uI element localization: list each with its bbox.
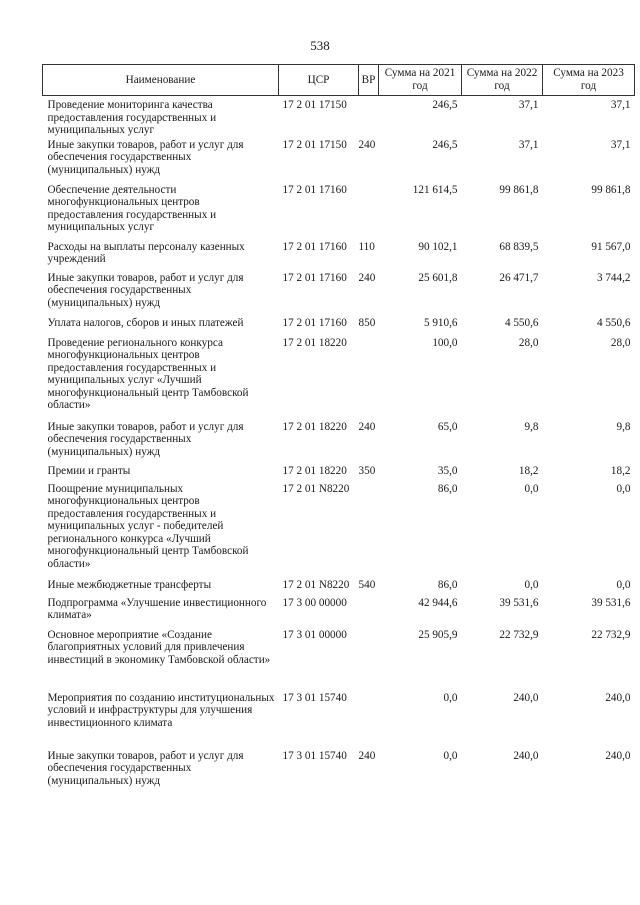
row-vr: 240 (358, 138, 376, 151)
row-csr: 17 2 01 17160 (282, 183, 347, 196)
table-row (43, 692, 635, 750)
row-vr (359, 337, 379, 421)
table-row (43, 597, 635, 629)
header-sum-2023: Сумма на 2023 год (543, 65, 635, 96)
row-sum-2021: 65,0 (437, 420, 458, 433)
table-row (43, 241, 635, 272)
row-name: Проведение регионального конкурса многофункциональных центров предоставления государственных и муниципальных услуг «Лучший многофункциональный центр Тамбовской области» (47, 336, 249, 412)
row-csr: 17 2 01 18220 (282, 464, 347, 477)
table-row (43, 317, 635, 337)
row-sum-2021: 42 944,6 (418, 596, 458, 609)
row-sum-2021: 90 102,1 (418, 240, 458, 253)
row-vr (359, 597, 379, 629)
row-sum-2021: 35,0 (437, 464, 458, 477)
row-sum-2023: 39 531,6 (591, 596, 631, 609)
table-row (43, 629, 635, 692)
table-row (43, 272, 635, 317)
row-sum-2023: 3 744,2 (596, 271, 631, 284)
table-row (43, 139, 635, 184)
row-sum-2023: 28,0 (610, 336, 631, 349)
row-sum-2022: 240,0 (513, 691, 539, 704)
row-csr: 17 2 01 17160 (282, 316, 347, 329)
row-sum-2021: 246,5 (432, 138, 458, 151)
row-vr: 240 (358, 749, 376, 762)
row-sum-2022: 39 531,6 (499, 596, 539, 609)
row-vr: 110 (358, 240, 375, 253)
row-sum-2021: 5 910,6 (423, 316, 458, 329)
row-vr: 350 (358, 464, 376, 477)
row-csr: 17 2 01 18220 (282, 336, 347, 349)
row-vr (359, 96, 379, 139)
row-name: Подпрограмма «Улучшение инвестиционного климата» (47, 596, 267, 622)
row-sum-2021: 121 614,5 (412, 183, 458, 196)
table-row (43, 579, 635, 597)
row-name: Иные межбюджетные трансферты (47, 578, 212, 591)
row-name: Основное мероприятие «Создание благоприятных условий для привлечения инвестиций в экономику Тамбовской области» (47, 628, 271, 666)
row-csr: 17 3 01 15740 (282, 749, 347, 762)
row-sum-2022: 22 732,9 (499, 628, 539, 641)
table-row (43, 184, 635, 241)
row-csr: 17 2 01 18220 (282, 420, 347, 433)
row-name: Поощрение муниципальных многофункциональных центров предоставления государственных и муниципальных услуг - победителей регионального конкурса «Лучший многофункциональный центр Тамбовской области» (47, 482, 249, 571)
row-csr: 17 3 01 00000 (282, 628, 347, 641)
row-vr: 850 (358, 316, 376, 329)
row-sum-2021: 86,0 (437, 482, 458, 495)
row-name: Иные закупки товаров, работ и услуг для обеспечения государственных (муниципальных) нужд (47, 271, 244, 309)
row-sum-2023: 18,2 (610, 464, 631, 477)
row-csr: 17 2 01 17160 (282, 271, 347, 284)
row-name: Премии и гранты (47, 464, 131, 477)
header-sum-2021: Сумма на 2021 год (379, 65, 462, 96)
row-sum-2023: 4 550,6 (596, 316, 631, 329)
row-vr: 240 (358, 420, 376, 433)
page-number: 538 (310, 38, 330, 53)
row-sum-2022: 18,2 (518, 464, 539, 477)
row-sum-2023: 240,0 (605, 691, 631, 704)
row-sum-2022: 9,8 (524, 420, 539, 433)
table-row (43, 421, 635, 465)
row-name: Мероприятия по созданию институциональных условий и инфраструктуры для улучшения инвестиционного климата (47, 691, 275, 729)
row-csr: 17 2 01 17150 (282, 99, 347, 111)
row-name: Иные закупки товаров, работ и услуг для обеспечения государственных (муниципальных) нужд (47, 420, 244, 458)
row-sum-2023: 0,0 (616, 482, 631, 495)
row-sum-2022: 37,1 (518, 99, 539, 111)
header-sum-2022: Сумма на 2022 год (462, 65, 543, 96)
table-row (43, 96, 635, 139)
row-sum-2022: 4 550,6 (504, 316, 539, 329)
budget-table (42, 64, 635, 795)
row-name: Расходы на выплаты персоналу казенных учреждений (47, 240, 245, 266)
row-sum-2022: 37,1 (518, 138, 539, 151)
table-header-row (43, 65, 635, 96)
row-sum-2022: 68 839,5 (499, 240, 539, 253)
row-name: Уплата налогов, сборов и иных платежей (47, 316, 244, 329)
row-vr (359, 483, 379, 579)
row-sum-2022: 0,0 (524, 482, 539, 495)
row-name: Иные закупки товаров, работ и услуг для обеспечения государственных (муниципальных) нужд (47, 749, 244, 787)
row-csr: 17 3 00 00000 (282, 596, 347, 609)
header-vr: ВР (359, 65, 379, 96)
row-sum-2021: 0,0 (443, 691, 458, 704)
row-name: Обеспечение деятельности многофункциональных центров предоставления государственных и муниципальных услуг (47, 183, 217, 234)
row-sum-2021: 100,0 (432, 336, 458, 349)
row-sum-2022: 0,0 (524, 578, 539, 591)
table-row (43, 465, 635, 483)
row-vr (359, 692, 379, 750)
row-csr: 17 2 01 17160 (282, 240, 347, 253)
row-csr: 17 2 01 17150 (282, 138, 347, 151)
row-sum-2022: 99 861,8 (499, 183, 539, 196)
row-sum-2023: 91 567,0 (591, 240, 631, 253)
row-csr: 17 2 01 N8220 (282, 482, 350, 495)
table-row (43, 483, 635, 579)
row-sum-2022: 26 471,7 (499, 271, 539, 284)
row-sum-2021: 246,5 (432, 99, 458, 111)
row-vr: 540 (358, 578, 376, 591)
row-sum-2023: 99 861,8 (591, 183, 631, 196)
row-sum-2023: 0,0 (616, 578, 631, 591)
row-sum-2021: 25 601,8 (418, 271, 458, 284)
row-sum-2021: 25 905,9 (418, 628, 458, 641)
row-sum-2023: 22 732,9 (591, 628, 631, 641)
row-vr (359, 629, 379, 692)
table-row (43, 750, 635, 795)
header-csr: ЦСР (279, 65, 359, 96)
table-row (43, 337, 635, 421)
row-sum-2023: 240,0 (605, 749, 631, 762)
row-sum-2022: 240,0 (513, 749, 539, 762)
row-sum-2023: 37,1 (610, 99, 631, 111)
row-csr: 17 2 01 N8220 (282, 578, 350, 591)
row-sum-2022: 28,0 (518, 336, 539, 349)
row-vr: 240 (358, 271, 376, 284)
row-sum-2021: 86,0 (437, 578, 458, 591)
header-name: Наименование (43, 65, 279, 96)
row-csr: 17 3 01 15740 (282, 691, 347, 704)
row-vr (359, 184, 379, 241)
row-name: Проведение мониторинга качества предоставления государственных и муниципальных услуг (47, 99, 217, 137)
row-sum-2023: 37,1 (610, 138, 631, 151)
row-sum-2023: 9,8 (616, 420, 631, 433)
row-sum-2021: 0,0 (443, 749, 458, 762)
row-name: Иные закупки товаров, работ и услуг для обеспечения государственных (муниципальных) нужд (47, 138, 244, 176)
